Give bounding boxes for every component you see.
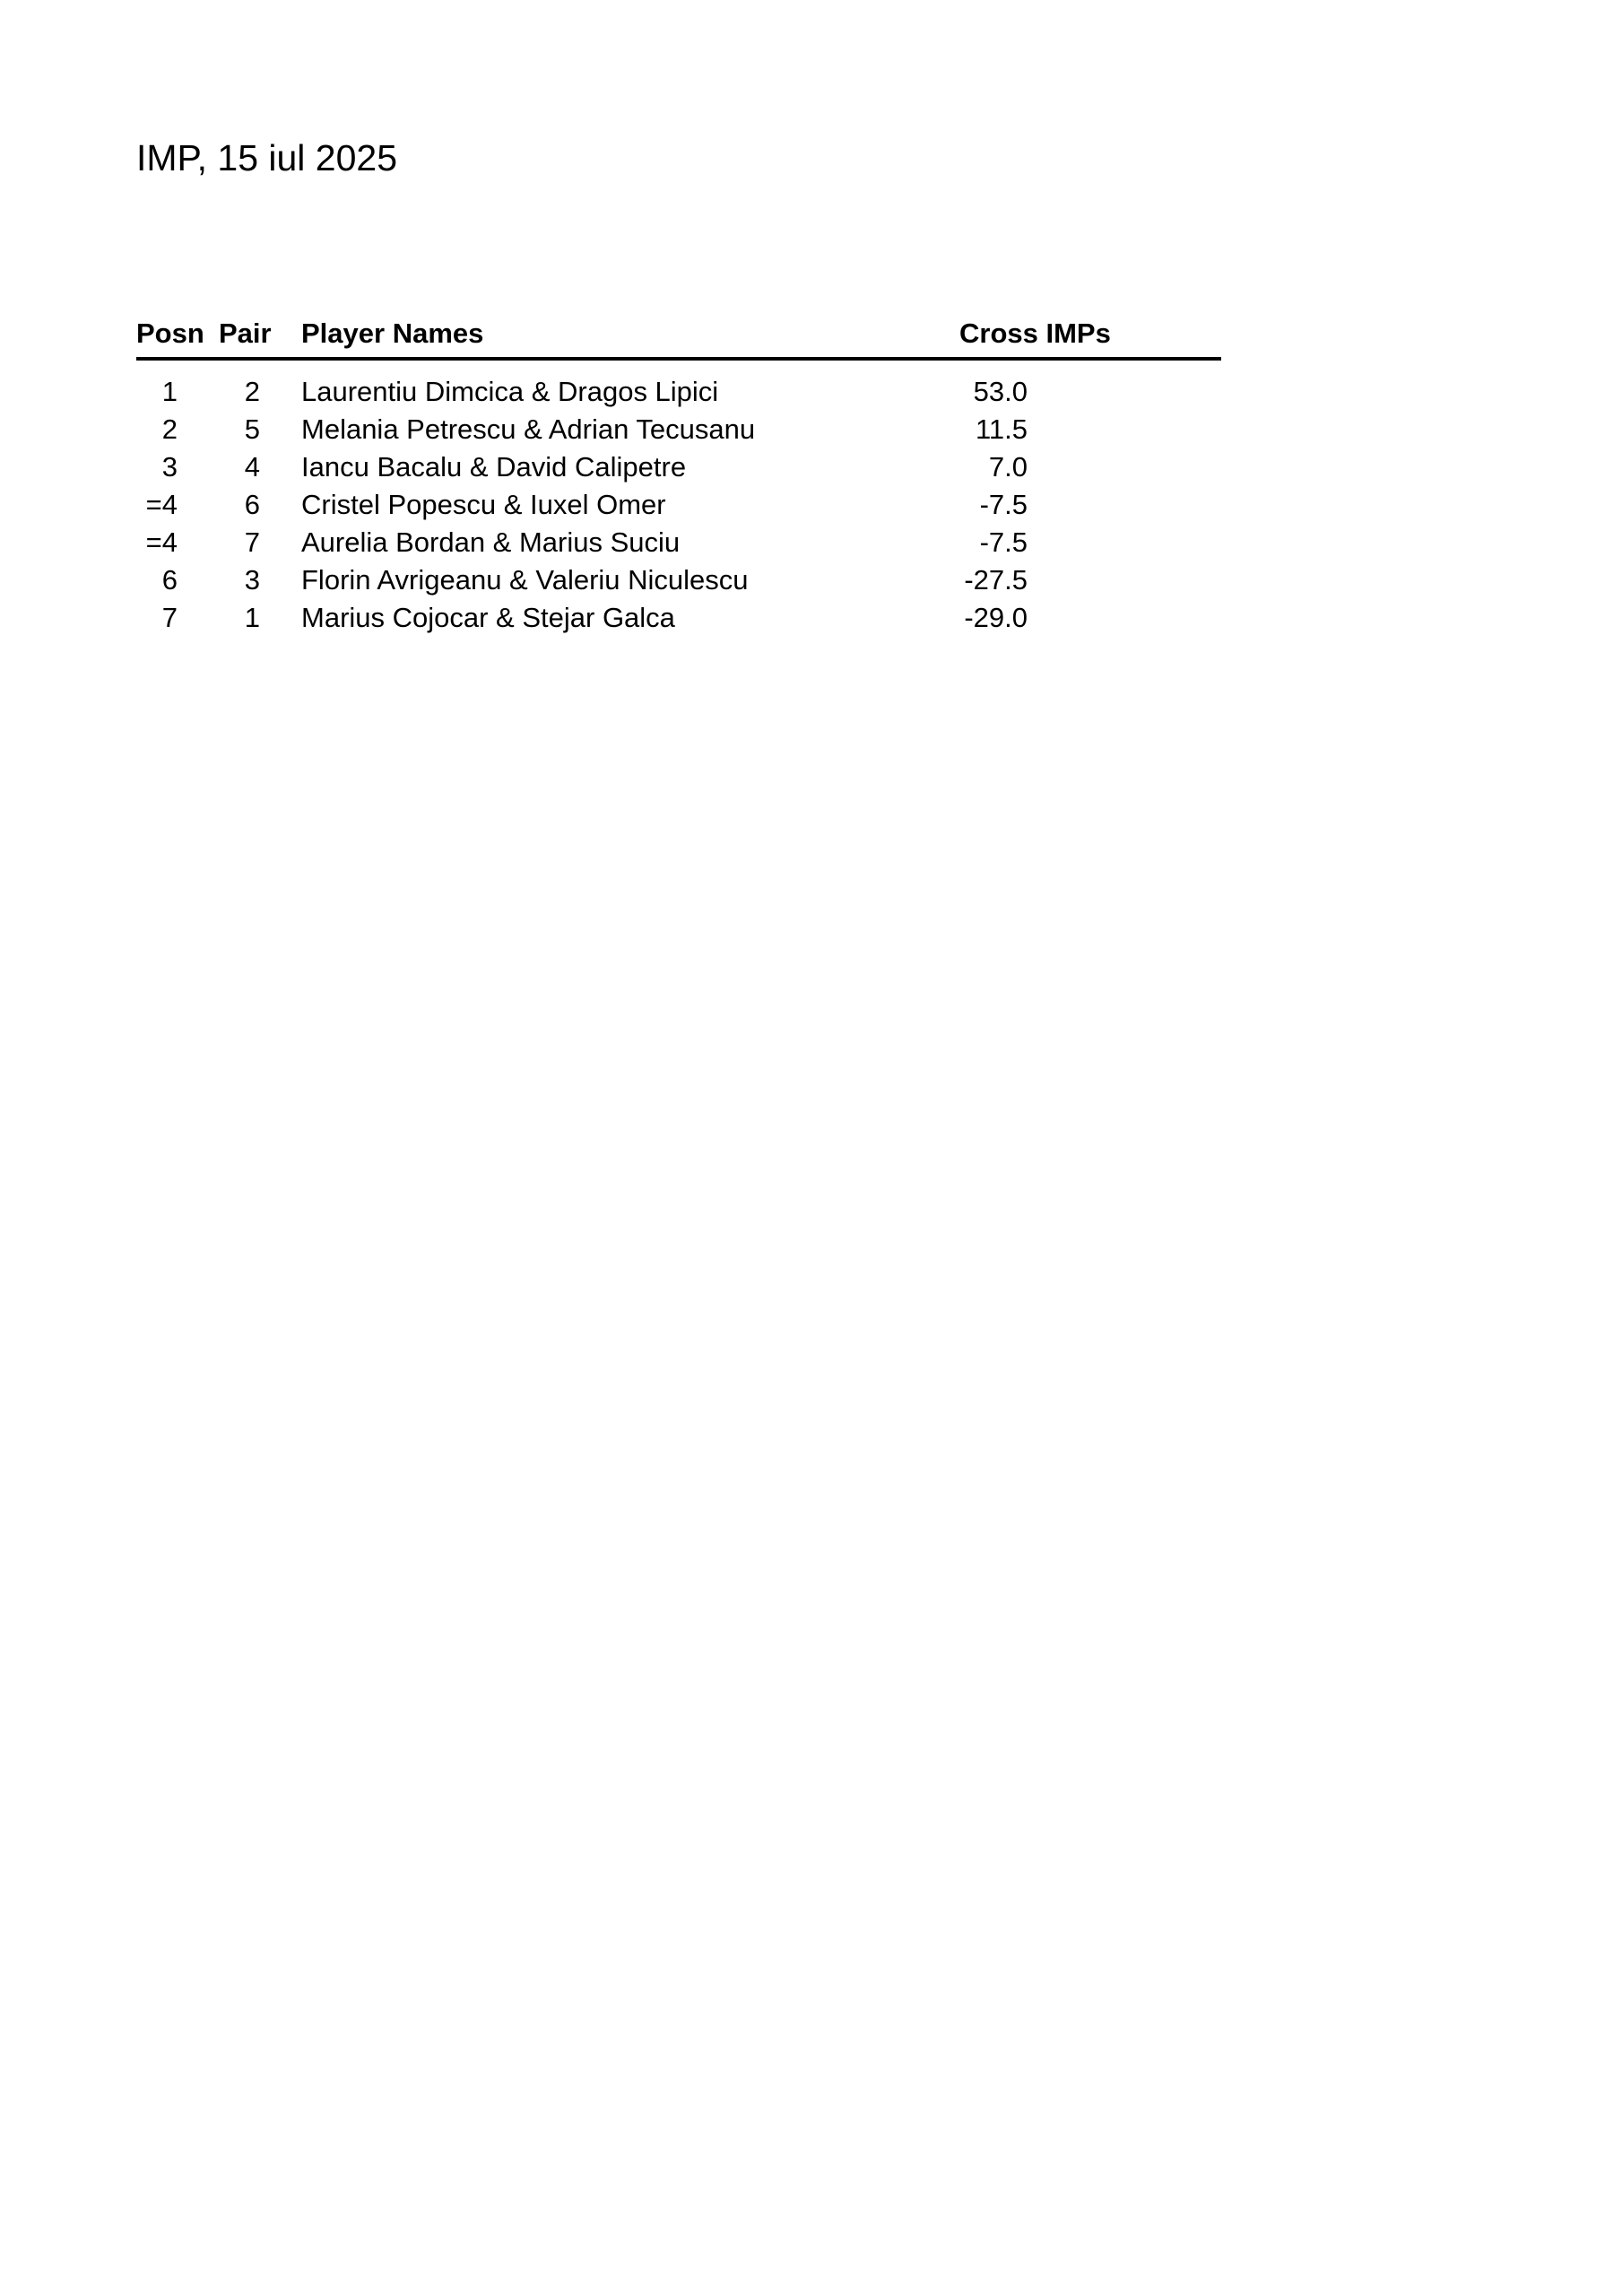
row-posn: 7 — [161, 602, 178, 633]
row-cross-imps: -7.5 — [979, 489, 1028, 520]
table-row — [136, 448, 1221, 486]
row-player-names: Cristel Popescu & Iuxel Omer — [301, 489, 666, 520]
row-posn: 3 — [161, 451, 178, 483]
row-pair: 4 — [244, 451, 260, 483]
results-table — [136, 312, 1221, 637]
table-body — [136, 373, 1221, 637]
row-posn: =4 — [145, 489, 178, 520]
table-row — [136, 599, 1221, 637]
row-player-names: Laurentiu Dimcica & Dragos Lipici — [301, 376, 719, 407]
header-posn: Posn — [136, 317, 204, 349]
row-pair: 6 — [244, 489, 260, 520]
row-cross-imps: 53.0 — [973, 376, 1028, 407]
row-pair: 2 — [244, 376, 260, 407]
header-player-names: Player Names — [301, 317, 484, 349]
row-posn: 2 — [161, 413, 178, 445]
row-player-names: Iancu Bacalu & David Calipetre — [301, 451, 687, 483]
row-player-names: Marius Cojocar & Stejar Galca — [301, 602, 675, 633]
row-pair: 5 — [244, 413, 260, 445]
row-player-names: Florin Avrigeanu & Valeriu Niculescu — [301, 564, 749, 596]
row-cross-imps: -29.0 — [964, 602, 1028, 633]
header-pair: Pair — [219, 317, 272, 349]
row-player-names: Melania Petrescu & Adrian Tecusanu — [301, 413, 756, 445]
row-posn: 1 — [161, 376, 178, 407]
page-title: IMP, 15 iul 2025 — [136, 137, 398, 178]
header-cross-imps: Cross IMPs — [959, 317, 1111, 349]
table-row — [136, 373, 1221, 411]
table-row — [136, 411, 1221, 448]
row-cross-imps: -27.5 — [964, 564, 1028, 596]
row-cross-imps: -7.5 — [979, 526, 1028, 558]
row-posn: 6 — [161, 564, 178, 596]
row-pair: 7 — [244, 526, 260, 558]
row-cross-imps: 7.0 — [988, 451, 1028, 483]
table-header — [136, 312, 1221, 361]
table-row — [136, 561, 1221, 599]
table-row — [136, 524, 1221, 561]
row-player-names: Aurelia Bordan & Marius Suciu — [301, 526, 681, 558]
row-pair: 1 — [244, 602, 260, 633]
row-cross-imps: 11.5 — [975, 413, 1028, 445]
table-row — [136, 486, 1221, 524]
row-pair: 3 — [244, 564, 260, 596]
row-posn: =4 — [145, 526, 178, 558]
